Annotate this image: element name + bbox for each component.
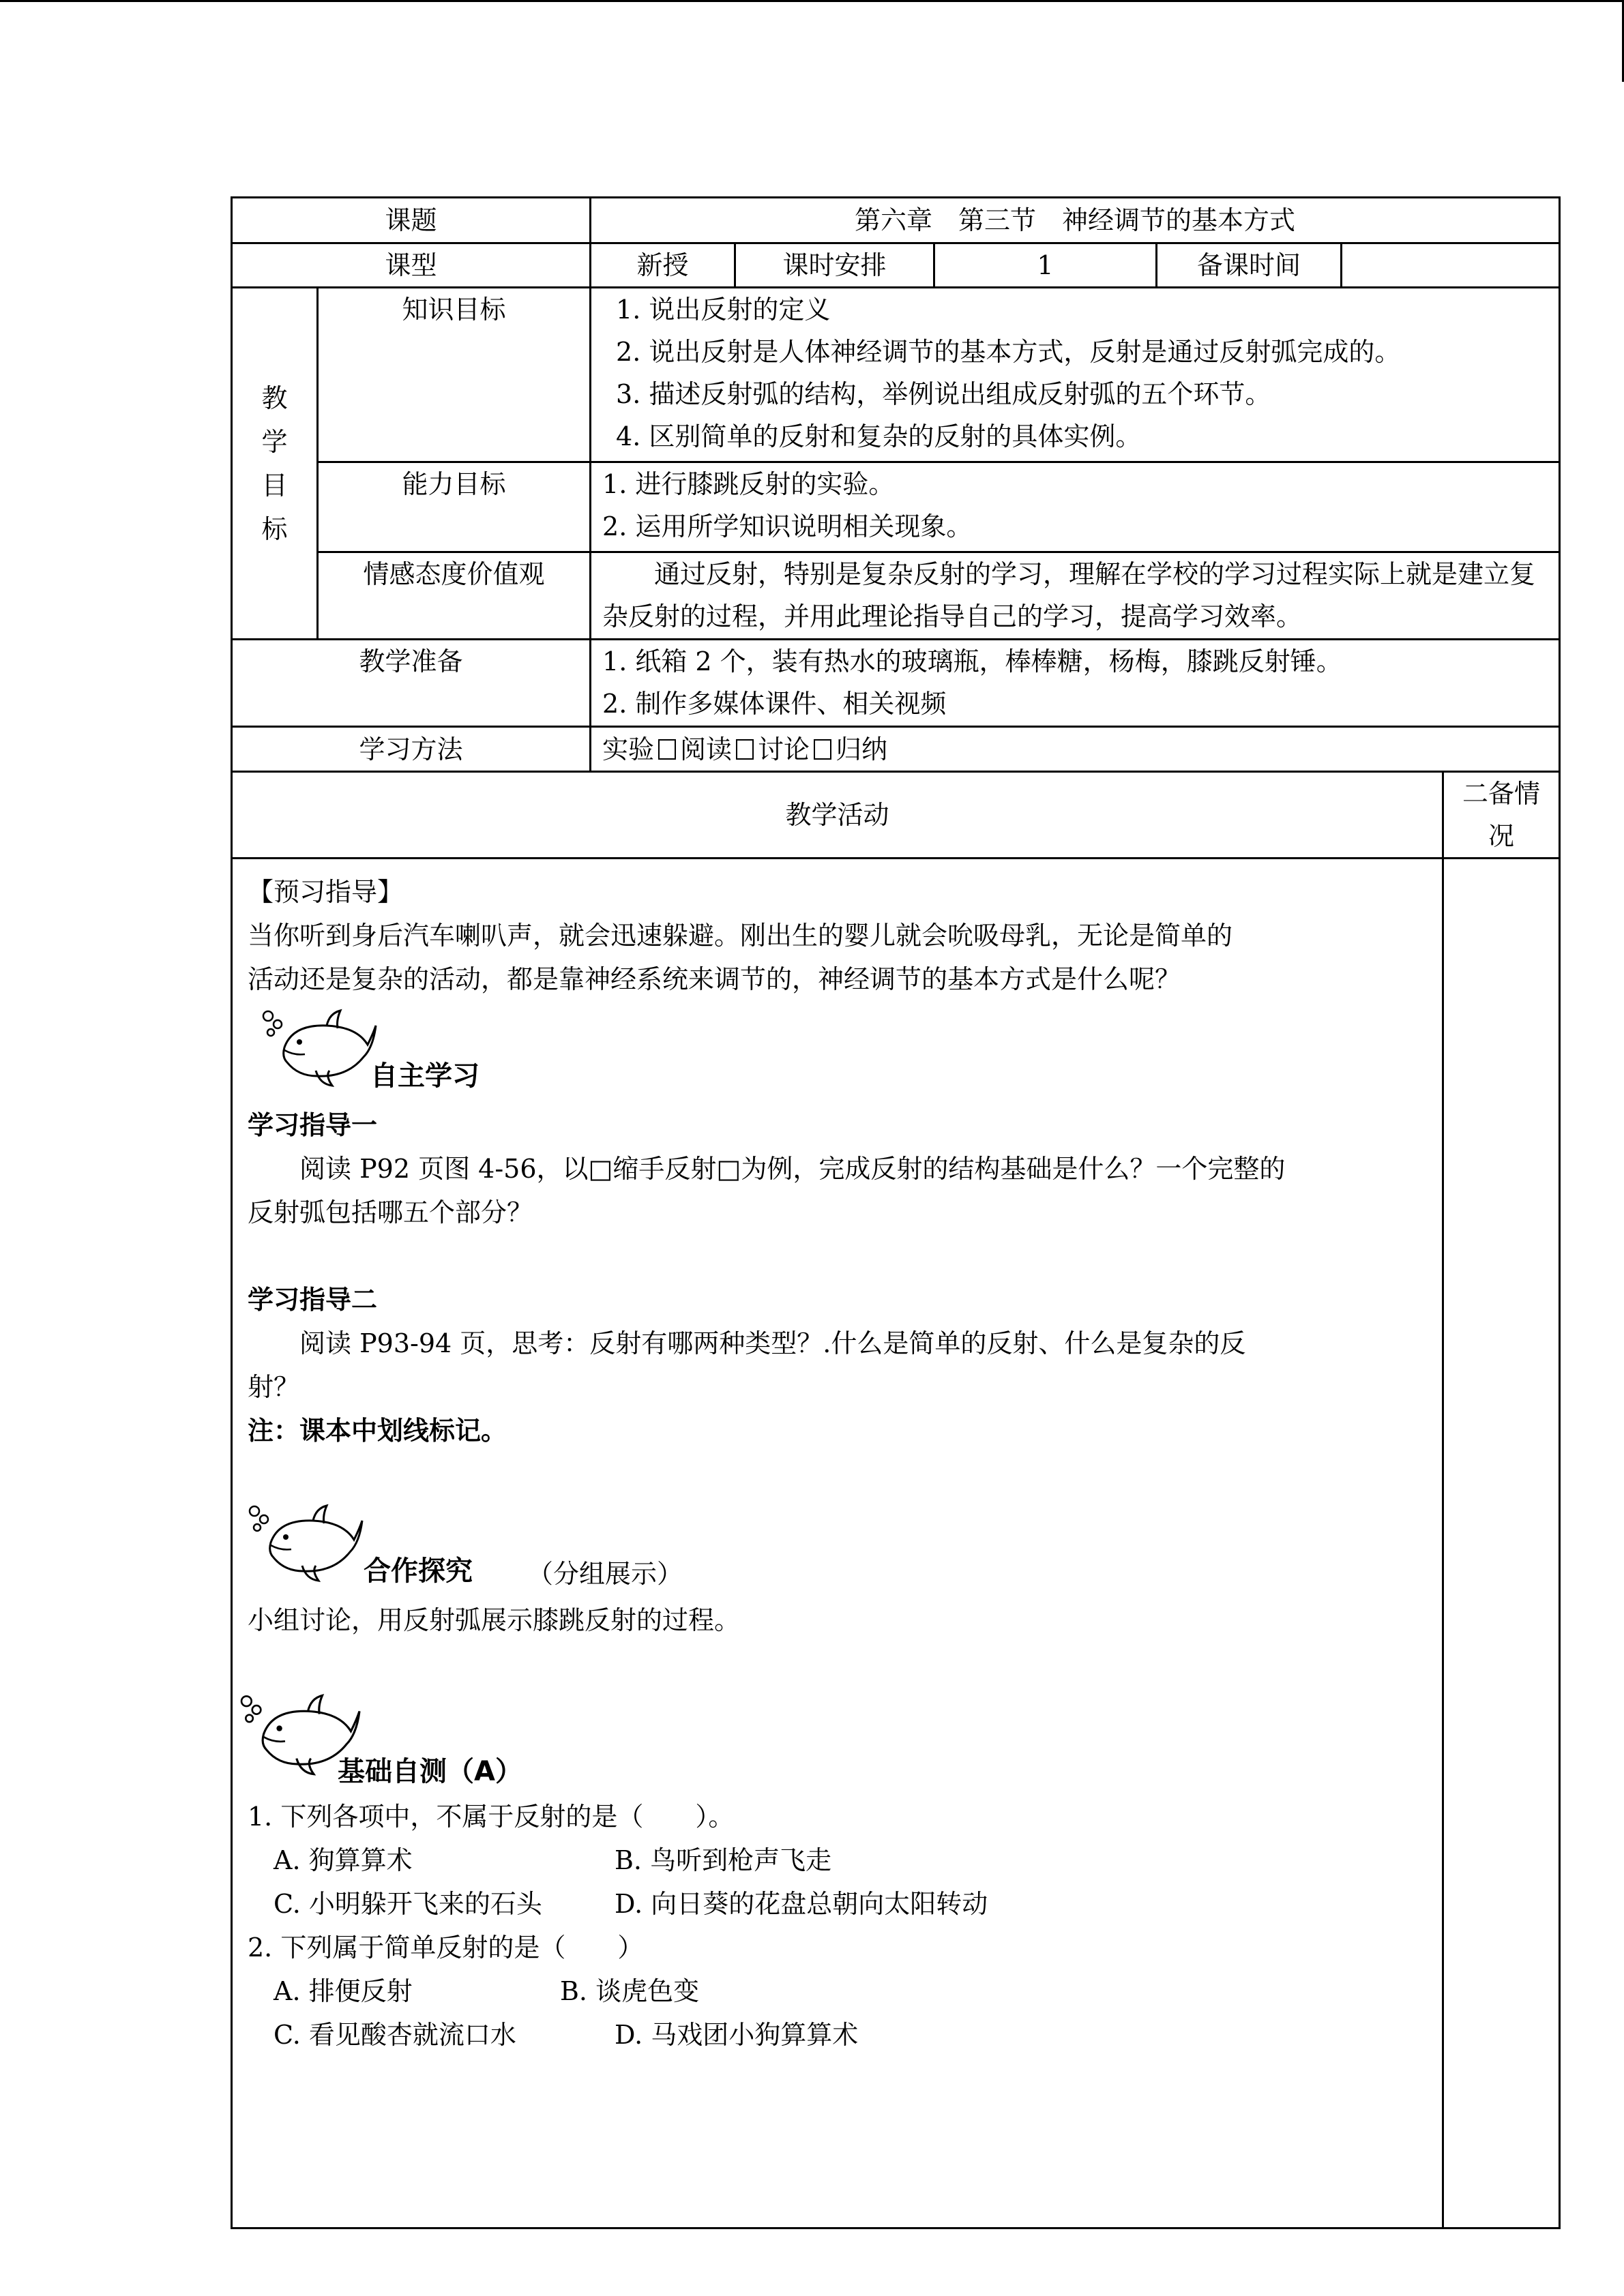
preview-guide-line: 活动还是复杂的活动，都是靠神经系统来调节的，神经调节的基本方式是什么呢？: [248, 964, 1181, 994]
question-option: B. 谈虎色变: [560, 1976, 700, 2006]
question-2: 2. 下列属于简单反射的是（ ）: [248, 1933, 644, 1963]
attitude-goals-text: 通过反射，特别是复杂反射的学习，理解在学校的学习过程实际上就是建立复杂反射的过程，并用此理论指导自己的学习，提高学习效率。: [591, 552, 1560, 640]
guide-one-line: 阅读 P92 页图 4-56，以□缩手反射□为例，完成反射的结构基础是什么？一个完整的: [299, 1154, 1286, 1184]
cooperation-title: 合作探究: [364, 1555, 473, 1587]
teaching-goals-group-label: 教 学 目 标: [232, 288, 318, 640]
knowledge-goal-item: 4. 区别简单的反射和复杂的反射的具体实例。: [616, 421, 1142, 451]
ability-goals-label: 能力目标: [318, 462, 591, 552]
cooperation-note: （分组展示）: [527, 1559, 683, 1589]
guide-two-line: 阅读 P93-94 页，思考：反射有哪两种类型？.什么是简单的反射、什么是复杂的反: [299, 1328, 1246, 1358]
lesson-plan-table: [231, 196, 1561, 2229]
cooperation-banner: [248, 1496, 1366, 1598]
lesson-type-label: 课型: [232, 243, 591, 288]
teaching-prep-item: 1. 纸箱 2 个，装有热水的玻璃瓶，棒棒糖，杨梅，膝跳反射锤。: [602, 646, 1342, 676]
learning-method-row: [232, 727, 1560, 772]
knowledge-goals-list: [591, 288, 1560, 462]
dolphin-icon: [261, 1005, 377, 1090]
question-option: B. 鸟听到枪声飞走: [615, 1845, 832, 1875]
question-1-options: [248, 1838, 1366, 1882]
teaching-activity-content: [232, 859, 1443, 2228]
teaching-prep-list: [591, 640, 1560, 727]
topic-value: 第六章 第三节 神经调节的基本方式: [591, 198, 1560, 243]
ability-goal-item: 1. 进行膝跳反射的实验。: [602, 469, 895, 499]
basic-test-title: 基础自测（A）: [338, 1756, 522, 1787]
knowledge-goal-item: 1. 说出反射的定义: [616, 295, 831, 325]
self-study-title: 自主学习: [370, 1060, 479, 1092]
question-1: 1. 下列各项中，不属于反射的是（ ）。: [248, 1802, 735, 1832]
knowledge-goal-item: 3. 描述反射弧的结构，举例说出组成反射弧的五个环节。: [616, 379, 1271, 409]
basic-test-banner: [248, 1686, 1366, 1795]
attitude-goals-row: [232, 552, 1560, 640]
topic-row: [232, 198, 1560, 243]
question-option: A. 排便反射: [274, 1976, 413, 2006]
teaching-prep-row: [232, 640, 1560, 727]
question-option: A. 狗算算术: [274, 1845, 413, 1875]
second-prep-header: 二备情况: [1443, 772, 1560, 859]
question-2-options: [248, 1969, 1366, 2013]
guide-one-line: 反射弧包括哪五个部分？: [248, 1197, 533, 1227]
teaching-activity-header: 教学活动: [232, 772, 1443, 859]
checkbox-icon: [736, 739, 754, 760]
class-hours-value: 1: [934, 243, 1157, 288]
preview-guide-title: 【预习指导】: [248, 877, 404, 907]
guide-two-line: 射？: [248, 1372, 300, 1402]
second-prep-notes: [1443, 859, 1560, 2228]
question-option: C. 看见酸杏就流口水: [274, 2020, 516, 2050]
teaching-prep-label: 教学准备: [232, 640, 591, 727]
prep-time-value: [1342, 243, 1560, 288]
ability-goal-item: 2. 运用所学知识说明相关现象。: [602, 511, 973, 541]
lesson-type-row: [232, 243, 1560, 288]
lesson-type-value: 新授: [591, 243, 735, 288]
page-top-border: [0, 0, 1624, 2]
knowledge-goal-item: 2. 说出反射是人体神经调节的基本方式，反射是通过反射弧完成的。: [616, 337, 1401, 367]
learning-method-label: 学习方法: [232, 727, 591, 772]
attitude-goals-label: 情感态度价值观: [318, 552, 591, 640]
checkbox-icon: [658, 739, 676, 760]
cooperation-text: 小组讨论，用反射弧展示膝跳反射的过程。: [248, 1605, 741, 1635]
checkbox-icon: [814, 739, 831, 760]
activity-header-row: [232, 772, 1560, 859]
guide-one-title: 学习指导一: [248, 1110, 378, 1140]
question-option: D. 向日葵的花盘总朝向太阳转动: [615, 1889, 988, 1919]
dolphin-icon: [248, 1500, 364, 1585]
question-option: C. 小明躲开飞来的石头: [274, 1889, 542, 1919]
question-2-options: [248, 2013, 1366, 2057]
question-1-options: [248, 1882, 1366, 1926]
ability-goals-row: [232, 462, 1560, 552]
self-study-banner: [248, 1001, 1366, 1103]
textbook-note: 注：课本中划线标记。: [248, 1416, 507, 1446]
prep-time-label: 备课时间: [1157, 243, 1342, 288]
topic-label: 课题: [232, 198, 591, 243]
preview-guide-line: 当你听到身后汽车喇叭声，就会迅速躲避。刚出生的婴儿就会吮吸母乳，无论是简单的: [248, 921, 1233, 951]
knowledge-goals-label: 知识目标: [318, 288, 591, 462]
ability-goals-list: [591, 462, 1560, 552]
class-hours-label: 课时安排: [735, 243, 934, 288]
learning-method-value: 实验 阅读 讨论 归纳: [591, 727, 1560, 772]
activity-content-row: [232, 859, 1560, 2228]
guide-two-title: 学习指导二: [248, 1285, 378, 1315]
teaching-prep-item: 2. 制作多媒体课件、相关视频: [602, 689, 947, 719]
knowledge-goals-row: [232, 288, 1560, 462]
question-option: D. 马戏团小狗算算术: [615, 2020, 859, 2050]
